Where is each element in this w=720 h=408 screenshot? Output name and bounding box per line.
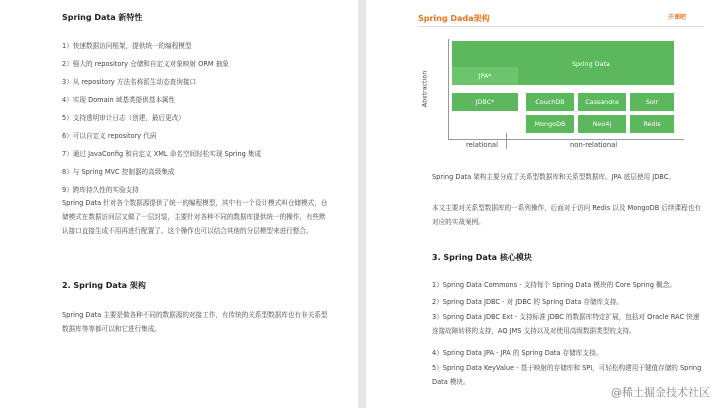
box-label: Redis <box>643 120 661 128</box>
module-item: 3）Spring Data JDBC Ext - 支持标准 JDBC 的数据库特定扩展，包括对 Oracle RAC 快速连接故障转移的支持，AQ JMS 支持以及对使用高级数据类型的支持。 <box>432 313 700 335</box>
feature-item: 5）支持透明审计日志（创建，最后更改） <box>62 114 185 122</box>
feature-item: 8）与 Spring MVC 控制器的高级集成 <box>62 168 175 176</box>
y-axis <box>448 39 449 139</box>
box-cassandra <box>578 93 626 111</box>
module-item: 4）Spring Data JPA - JPA 的 Spring Data 存储库支持。 <box>432 349 603 357</box>
heading-architecture: 2. Spring Data 架构 <box>62 281 146 290</box>
module-item: 1）Spring Data Commons - 支持每个 Spring Data 模块的 Core Spring 概念。 <box>432 281 676 289</box>
y-axis-label: Abstraction <box>420 70 429 108</box>
feature-item: 6）可以自定义 repository 代码 <box>62 132 157 140</box>
architecture-title: Spring Dada架构 <box>418 14 490 23</box>
left-page <box>0 0 358 408</box>
box-redis <box>630 115 674 133</box>
x-axis <box>448 139 684 140</box>
title-rule <box>418 26 704 27</box>
feature-item: 4）实现 Domain 域基类提供基本属性 <box>62 96 176 104</box>
axis-separator <box>506 133 507 149</box>
feature-item: 7）通过 JavaConfig 和自定义 XML 命名空间轻松实现 Spring 集成 <box>62 150 262 158</box>
paragraph-architecture: Spring Data 主要是做各种不同的数据源的对接工作，有传统的关系型数据库也有非关系型数据库等等都可以和它进行集成。 <box>62 311 328 333</box>
box-jdbc <box>452 93 518 111</box>
box-jpa <box>452 67 518 85</box>
feature-item: 1）快速数据访问框架，提供统一的编程模型 <box>62 42 192 50</box>
box-neo4j <box>578 115 626 133</box>
box-label: Cassandra <box>585 98 619 106</box>
feature-item: 9）跨库持久性的实验支持 <box>62 186 139 194</box>
feature-item: 3）从 repository 方法名称派生动态查询接口 <box>62 78 197 86</box>
x-label-non-relational: non-relational <box>570 141 618 149</box>
page-gutter <box>358 0 366 408</box>
module-item: 5）Spring Data KeyValue - 基于映射的存储库和 SPI，可轻松构建用于键值存储的 Spring Data 模块。 <box>432 364 702 386</box>
box-solr <box>630 93 674 111</box>
module-item: 2）Spring Data JDBC - 对 JDBC 的 Spring Data 存储库支持。 <box>432 298 623 306</box>
paragraph-arch-summary: Spring Data 架构主要分成了关系型数据库和关系型数据库。JPA 底层使用 JDBC。 <box>432 173 675 181</box>
paragraph-unified-model: Spring Data 针对各个数据源提供了统一的编程模型，其中有一个设计模式叫仓储模式，仓储模式在数据访问层又做了一层封装，主要针对各种不同的数据库提供统一的操作，有些默认接口直接生成不用再进行配置了。这个操作也可以结合其他的分层模型来进行整合。 <box>62 199 328 235</box>
brand-logo: 开课吧 <box>668 14 687 21</box>
paragraph-arch-scope: 本文主要对关系型数据库的一系列操作，后面对于访问 Redis 以及 MongoDB 后续课程也有对应的实战案例。 <box>432 204 701 226</box>
box-label: MongoDB <box>534 120 566 128</box>
site-watermark: @稀土掘金技术社区 <box>611 386 710 399</box>
box-label: Solr <box>645 98 659 106</box>
box-label: CouchDB <box>535 98 565 106</box>
box-label: Spring Data <box>572 60 610 68</box>
architecture-diagram <box>420 33 688 151</box>
heading-core-modules: 3. Spring Data 核心模块 <box>432 253 532 262</box>
box-label: JPA* <box>478 72 492 80</box>
box-label: JDBC* <box>475 98 495 106</box>
box-mongodb <box>526 115 574 133</box>
heading-new-features: Spring Data 新特性 <box>62 13 143 22</box>
box-label: Neo4j <box>592 120 612 128</box>
x-label-relational: relational <box>466 141 498 149</box>
feature-item: 2）强大的 repository 仓储和自定义对象映射 ORM 抽象 <box>62 60 229 68</box>
box-couchdb <box>526 93 574 111</box>
right-page <box>366 0 720 408</box>
